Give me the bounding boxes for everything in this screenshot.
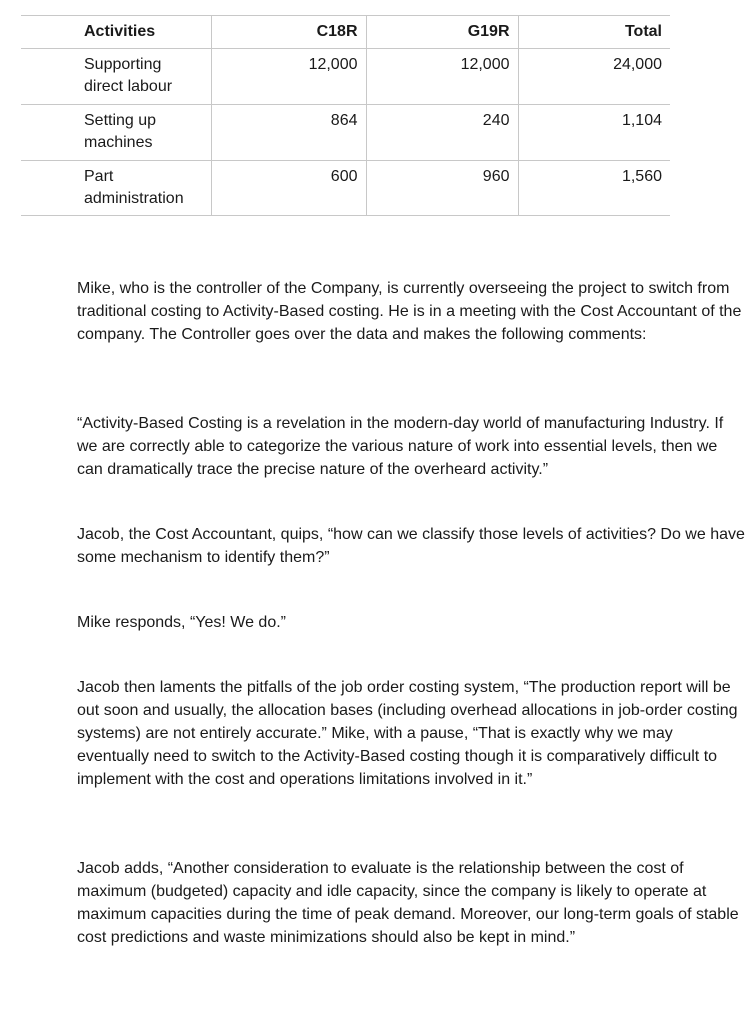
cell-activity: Supporting direct labour (21, 49, 211, 105)
activity-cost-table (21, 15, 670, 216)
cell-total: 1,560 (518, 161, 670, 216)
table-row (21, 161, 670, 216)
paragraph-job-order-costing: Jacob then laments the pitfalls of the job order costing system, “The production report will be out soon and usually, the allocation bases (including overhead allocations in job-order costing systems) are not entirely accurate.” Mike, with a pause, “That is exactly why we may eventually need to switch to the Activity-Based costing though it is comparatively difficult to implement with the cost and operations limitations involved in it.” (77, 679, 738, 788)
table-row (21, 49, 670, 105)
cell-g19r: 240 (366, 105, 518, 161)
cell-g19r: 12,000 (366, 49, 518, 105)
header-g19r: G19R (366, 16, 518, 49)
cell-c18r: 600 (211, 161, 366, 216)
table-row (21, 105, 670, 161)
cell-activity: Part administration (21, 161, 211, 216)
paragraph-abc-quote: “Activity-Based Costing is a revelation in the modern-day world of manufacturing Industry. If we are correctly able to categorize the various nature of work into essential levels, then we can dramatically trace the precise nature of the overheard activity.” (77, 415, 724, 478)
cell-activity: Setting up machines (21, 105, 211, 161)
header-total: Total (518, 16, 670, 49)
table-header-row (21, 16, 670, 49)
paragraph-jacob-question: Jacob, the Cost Accountant, quips, “how can we classify those levels of activities? Do we have some mechanism to identify them?” (77, 526, 745, 566)
header-c18r: C18R (211, 16, 366, 49)
cell-total: 24,000 (518, 49, 670, 105)
cell-c18r: 864 (211, 105, 366, 161)
paragraph-controller-intro: Mike, who is the controller of the Company, is currently overseeing the project to switch from traditional costing to Activity-Based costing. He is in a meeting with the Cost Accountant of the company. The Controller goes over the data and makes the following comments: (77, 280, 742, 343)
paragraph-mike-response: Mike responds, “Yes! We do.” (77, 614, 286, 631)
cell-c18r: 12,000 (211, 49, 366, 105)
cell-g19r: 960 (366, 161, 518, 216)
header-activities: Activities (21, 16, 211, 49)
paragraph-capacity-consideration: Jacob adds, “Another consideration to evaluate is the relationship between the cost of maximum (budgeted) capacity and idle capacity, since the company is likely to operate at maximum capacities during the time of peak demand. Moreover, our long-term goals of stable cost predictions and waste minimizations should also be kept in mind.” (77, 860, 739, 946)
cell-total: 1,104 (518, 105, 670, 161)
